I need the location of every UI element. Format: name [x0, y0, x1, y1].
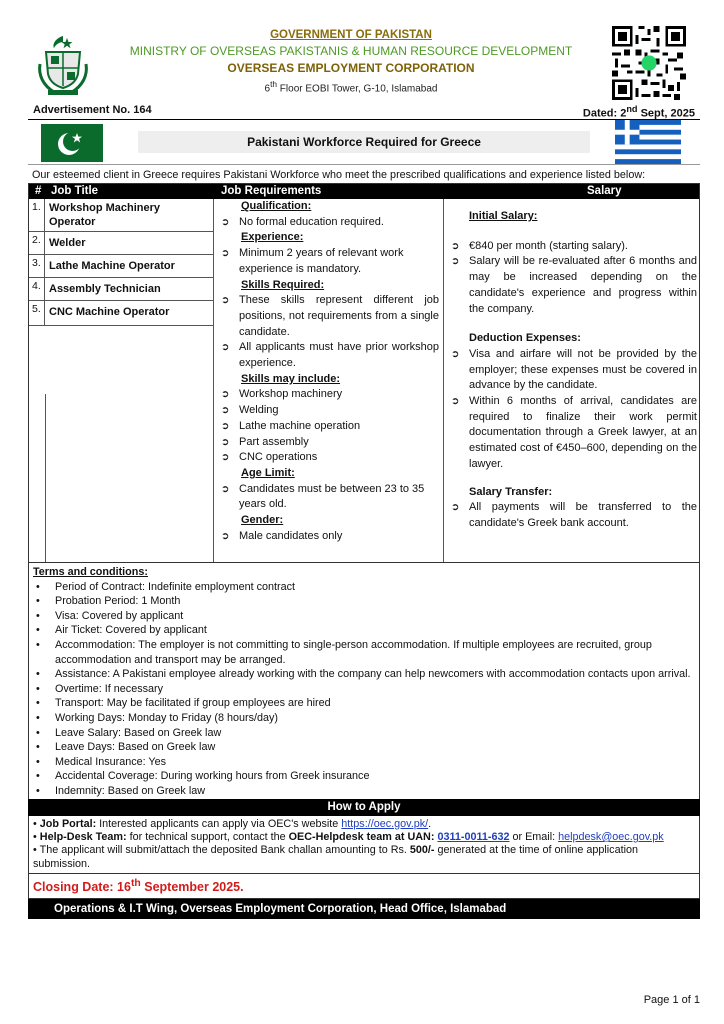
arrow-icon: ➲: [221, 342, 230, 354]
header-salary: Salary: [587, 185, 622, 197]
terms-title: Terms and conditions:: [33, 566, 148, 578]
advertisement-date: Dated: 2nd Sept, 2025: [582, 104, 695, 120]
list-item: • Leave Salary: Based on Greek law: [36, 726, 222, 739]
arrow-icon: ➲: [451, 256, 460, 268]
job-table: [28, 183, 700, 563]
qr-code-icon[interactable]: [612, 26, 686, 100]
list-item: • Working Days: Monday to Friday (8 hours/day): [36, 711, 279, 724]
list-item: • Medical Insurance: Yes: [36, 755, 167, 768]
list-item: • Period of Contract: Indefinite employment contract: [36, 580, 296, 593]
oec-website-link[interactable]: https://oec.gov.pk/: [341, 817, 429, 830]
job-title: Workshop Machinery Operator: [49, 202, 161, 228]
greece-flag-icon: [601, 120, 695, 164]
arrow-icon: ➲: [451, 348, 460, 360]
ministry-title: MINISTRY OF OVERSEAS PAKISTANIS & HUMAN RESOURCE DEVELOPMENT: [129, 44, 573, 58]
arrow-icon: ➲: [221, 436, 230, 448]
arrow-icon: ➲: [221, 216, 230, 228]
header-job-title: Job Title: [51, 185, 99, 197]
closing-date: Closing Date: 16th September 2025.: [28, 874, 700, 899]
challan-line: • The applicant will submit/attach the deposited Bank challan amounting to Rs. 500/- generated at the time of online application submission.: [33, 844, 638, 870]
arrow-icon: ➲: [451, 502, 460, 514]
header-requirements: Job Requirements: [221, 185, 322, 197]
list-item: • Overtime: If necessary: [36, 682, 164, 695]
header-num: #: [35, 185, 42, 197]
office-address: 6th Floor EOBI Tower, G-10, Islamabad: [264, 79, 438, 95]
how-to-apply: [28, 816, 700, 875]
advertisement-number: Advertisement No. 164: [33, 104, 152, 116]
arrow-icon: ➲: [221, 405, 230, 417]
list-item: • Visa: Covered by applicant: [36, 609, 184, 622]
table-row: 3. Lathe Machine Operator: [29, 255, 213, 278]
job-title: Lathe Machine Operator: [49, 260, 175, 272]
salary-details: Initial Salary: ➲ €840 per month (starting salary). ➲ Salary will be re-evaluated after 6 months and may be increased depending on the candidate's experience and progress within the company. Deduction Expenses: ➲ Visa and airfare will not be provided by the employer; these expenses must be covered in advance by the candidate. ➲ Within 6 months of arrival, candidates are required to finalize their work permit documentation through a Greek lawyer, at an estimated cost of €450–600, depending on the lawyer. Salary Transfer: ➲ All payments will be transferred to the candidate's Greek bank account.: [447, 199, 699, 532]
arrow-icon: ➲: [221, 295, 230, 307]
job-title: CNC Machine Operator: [49, 306, 170, 318]
arrow-icon: ➲: [221, 530, 230, 542]
title-banner: [28, 120, 700, 165]
arrow-icon: ➲: [451, 240, 460, 252]
arrow-icon: ➲: [221, 389, 230, 401]
pakistan-emblem-icon: [36, 34, 90, 96]
banner-title: Pakistani Workforce Required for Greece: [138, 131, 590, 153]
arrow-icon: ➲: [221, 248, 230, 260]
job-titles-column: [29, 199, 213, 326]
list-item: • Indemnity: Based on Greek law: [36, 784, 206, 797]
list-item: • Leave Days: Based on Greek law: [36, 741, 216, 754]
job-title: Assembly Technician: [49, 283, 161, 295]
advertisement-page: [28, 24, 700, 919]
arrow-icon: ➲: [451, 396, 460, 408]
pakistan-flag-icon: [41, 124, 103, 162]
helpdesk-email-link[interactable]: helpdesk@oec.gov.pk: [558, 830, 664, 843]
terms-and-conditions: [28, 563, 700, 799]
arrow-icon: ➲: [221, 452, 230, 464]
advertisement-info-row: [28, 102, 700, 119]
list-item: • Air Ticket: Covered by applicant: [36, 624, 207, 637]
government-title: GOVERNMENT OF PAKISTAN: [270, 29, 432, 41]
table-row: 4. Assembly Technician: [29, 278, 213, 301]
job-portal-line: • Job Portal: Interested applicants can apply via OEC's website https://oec.gov.pk/.: [33, 817, 432, 830]
intro-text: Our esteemed client in Greece requires Pakistani Workforce who meet the prescribed qualifications and experience listed below:: [32, 169, 646, 181]
table-row: 5. CNC Machine Operator: [29, 301, 213, 326]
job-requirements: Qualification: ➲ No formal education required. Experience: ➲ Minimum 2 years of relevant work experience is mandatory. Skills Required: ➲ These skills represent different job positions, not requirements from a single candidate. ➲ All applicants must have prior workshop experience. Skills may include: ➲ Workshop machinery ➲ Welding ➲ Lathe machine operation ➲ Part assembly ➲ CNC operations Age Limit: ➲ Candidates must be between 23 to 35 years old. Gender: ➲ Male candidates only: [215, 199, 443, 544]
how-to-apply-title: How to Apply: [28, 799, 700, 816]
arrow-icon: ➲: [221, 420, 230, 432]
page-number: Page 1 of 1: [643, 994, 700, 1006]
list-item: • Assistance: A Pakistani employee already working with the company can help newcomers with accommodation contacts upon arrival.: [36, 668, 691, 681]
helpdesk-line: • Help-Desk Team: for technical support, contact the OEC-Helpdesk team at UAN: 0311-0011-632 or Email: helpdesk@oec.gov.pk: [33, 830, 664, 843]
list-item: • Probation Period: 1 Month: [36, 595, 181, 608]
table-header: [29, 184, 699, 199]
table-row: 2. Welder: [29, 232, 213, 255]
footer: Operations & I.T Wing, Overseas Employment Corporation, Head Office, Islamabad: [28, 899, 700, 919]
corporation-title: OVERSEAS EMPLOYMENT CORPORATION: [227, 61, 475, 75]
header: [28, 24, 700, 102]
list-item: • Transport: May be facilitated if group employees are hired: [36, 697, 331, 710]
table-row: 1. Workshop Machinery Operator: [29, 199, 213, 232]
list-item: • Accidental Coverage: During working hours from Greek insurance: [36, 770, 370, 783]
helpdesk-phone-link[interactable]: 0311-0011-632: [437, 830, 510, 843]
list-item: • Accommodation: The employer is not committing to single-person accommodation. If multiple employees are recruited, group accommodation and transport may be arranged.: [36, 638, 652, 666]
arrow-icon: ➲: [221, 483, 230, 495]
job-title: Welder: [49, 237, 86, 249]
